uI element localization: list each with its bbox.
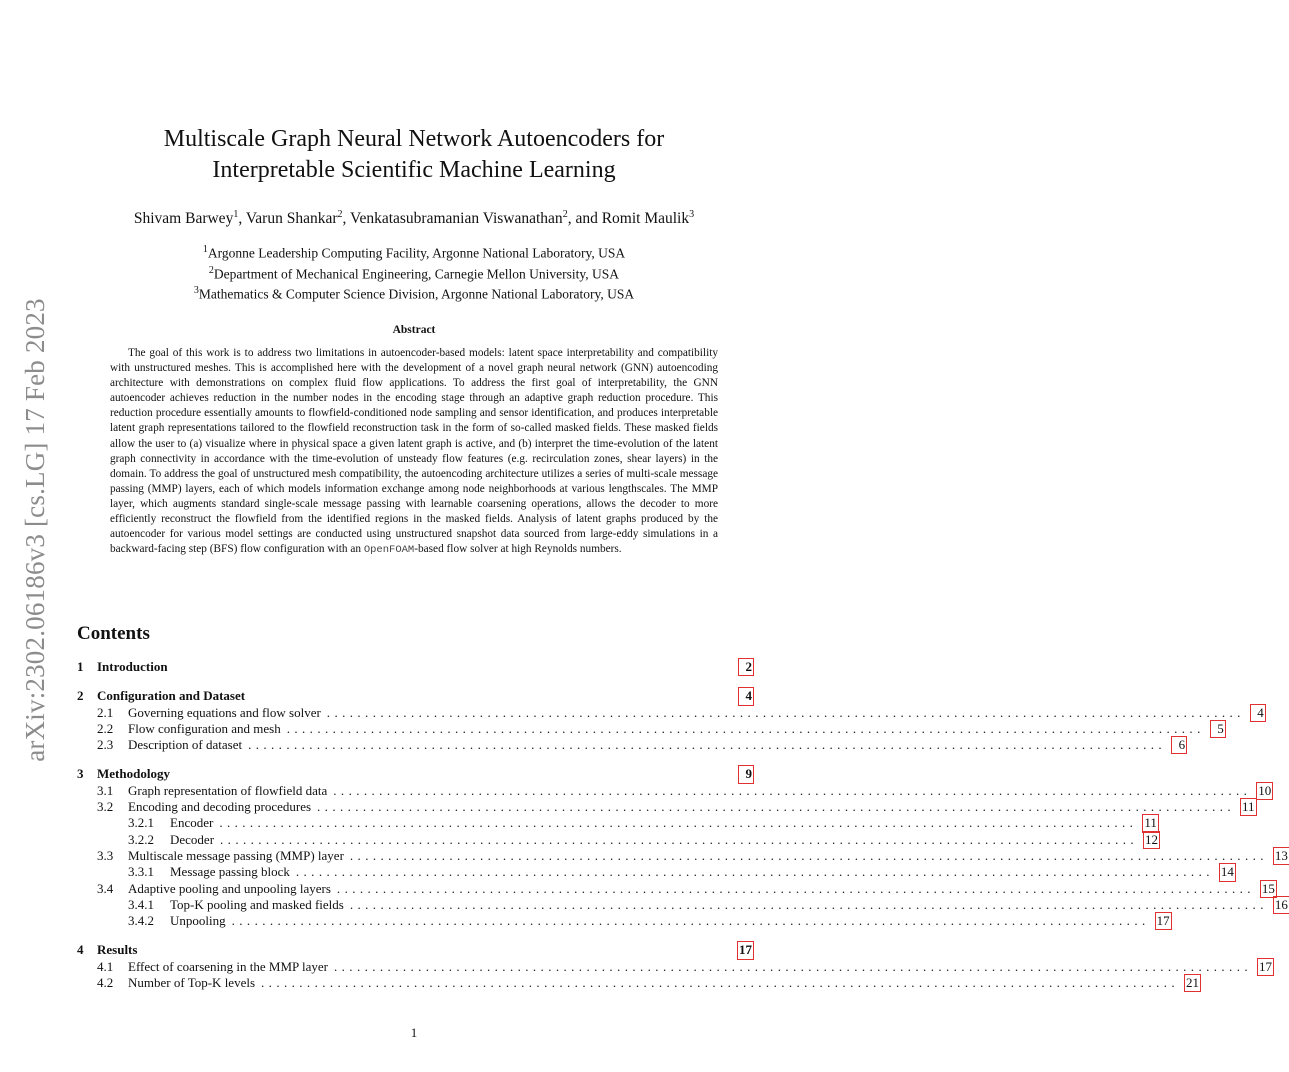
- toc-entry-label[interactable]: Top-K pooling and masked fields: [170, 896, 344, 912]
- affiliation: [80, 241, 748, 262]
- toc-leader-dots: ........................................................................................................................: [326, 704, 1245, 720]
- toc-entry[interactable]: [77, 913, 1170, 929]
- toc-page-link[interactable]: 15: [1261, 880, 1275, 896]
- affiliation-mark: 1: [202, 244, 208, 255]
- table-of-contents: [77, 659, 1288, 991]
- toc-leader-dots: ........................................................................................................................: [220, 831, 1139, 847]
- toc-entry-number: 1: [77, 659, 84, 674]
- abstract-code-term: OpenFOAM: [363, 544, 415, 557]
- paper-title: [80, 124, 748, 186]
- author: Romit Maulik: [601, 210, 690, 228]
- toc-entry[interactable]: [77, 799, 1255, 815]
- toc-entry-number: 3.3: [97, 847, 114, 863]
- toc-entry[interactable]: [77, 659, 753, 675]
- page-number: 1: [410, 1025, 418, 1040]
- toc-page-link[interactable]: 13: [1274, 847, 1288, 863]
- title-line-1: Multiscale Graph Neural Network Autoencoders for: [163, 126, 665, 152]
- toc-entry-label[interactable]: Unpooling: [170, 913, 226, 929]
- toc-entry-number: 3.2.1: [128, 815, 154, 831]
- toc-entry-label[interactable]: Adaptive pooling and unpooling layers: [128, 880, 331, 896]
- toc-page-link[interactable]: 4: [739, 688, 753, 704]
- toc-entry-number: 4.2: [97, 975, 114, 991]
- toc-page-link[interactable]: 16: [1274, 896, 1288, 912]
- toc-page-link[interactable]: 10: [1258, 782, 1272, 798]
- toc-entry-label[interactable]: Graph representation of flowfield data: [128, 782, 328, 798]
- toc-entry-label[interactable]: Methodology: [97, 766, 170, 782]
- toc-page-link[interactable]: 12: [1145, 831, 1159, 847]
- toc-entry-number: 2.1: [97, 704, 114, 720]
- toc-entry-label[interactable]: Effect of coarsening in the MMP layer: [128, 958, 328, 974]
- toc-page-link[interactable]: 17: [739, 942, 752, 958]
- toc-entry-label[interactable]: Encoder: [170, 815, 214, 831]
- author-affiliation-mark: 3: [689, 209, 695, 220]
- affiliation: [80, 262, 748, 283]
- toc-leader-dots: ........................................................................................................................: [317, 799, 1236, 815]
- author-affiliation-mark: 2: [337, 209, 343, 220]
- toc-entry-number: 3.4.2: [128, 913, 154, 929]
- abstract-body: [110, 346, 718, 558]
- toc-entry[interactable]: [77, 942, 753, 958]
- affiliation-text: Department of Mechanical Engineering, Carnegie Mellon University, USA: [213, 266, 620, 281]
- arxiv-identifier: arXiv:2302.06186v3 [cs.LG] 17 Feb 2023: [20, 298, 50, 762]
- toc-entry-number: 2.2: [97, 720, 114, 736]
- toc-page-link[interactable]: 11: [1144, 815, 1157, 831]
- toc-entry-label[interactable]: Description of dataset: [128, 737, 243, 753]
- toc-leader-dots: ........................................................................................................................: [334, 958, 1252, 974]
- toc-entry[interactable]: [77, 737, 1186, 753]
- author: Shivam Barwey: [133, 210, 234, 228]
- toc-entry[interactable]: [77, 975, 1200, 991]
- toc-entry-number: 3.3.1: [128, 864, 154, 880]
- contents-heading: Contents: [77, 623, 150, 644]
- abstract-heading: Abstract: [392, 324, 436, 336]
- abstract-text: The goal of this work is to address two limitations in autoencoder-based models: latent space interpretability and compatibility with unstructured meshes. This is accomplished here with the development of a novel graph neural network (GNN) autoencoding architecture with demonstrations on complex fluid flow applications. To address the first goal of interpretability, the GNN autoencoder achieves reduction in the number nodes in the encoding stage through an adaptive graph reduction procedure. This reduction procedure essentially amounts to flowfield-conditioned node sampling and sensor identification, and produces interpretable latent graph representations tailored to the flowfield reconstruction task in the form of so-called masked fields. These masked fields allow the user to (a) visualize where in physical space a given latent graph is active, and (b) interpret the time-evolution of the latent graph connectivity in accordance with the time-evolution of unsteady flow features (e.g. recirculation zones, shear layers) in the domain. To address the goal of unstructured mesh compatibility, the autoencoding architecture utilizes a series of multi-scale message passing (MMP) layers, each of which models information exchange among node neighborhoods at various lengthscales. The MMP layer, which augments standard single-scale message passing with learnable coarsening operations, allows the decoder to more efficiently reconstruct the flowfield from the identified regions in the masked fields. Analysis of latent graphs produced by the autoencoder for various model settings are conducted using unstructured snapshot data sourced from large-eddy simulations in a backward-facing step (BFS) flow configuration with an: [110, 347, 718, 556]
- toc-entry-number: 3.2: [97, 799, 114, 815]
- toc-page-link[interactable]: 2: [739, 659, 753, 675]
- toc-page-link[interactable]: 4: [1251, 705, 1265, 721]
- toc-entry-number: 3.2.2: [128, 831, 154, 847]
- toc-entry[interactable]: [77, 704, 1264, 721]
- affiliation-mark: 3: [193, 285, 199, 296]
- toc-entry[interactable]: [77, 896, 1288, 913]
- toc-leader-dots: ........................................................................................................................: [231, 913, 1150, 929]
- toc-entry-label[interactable]: Message passing block: [170, 864, 290, 880]
- toc-entry-number: 3.1: [97, 782, 114, 798]
- toc-entry-number: 3: [77, 766, 84, 782]
- author-affiliation-mark: 1: [233, 209, 239, 220]
- author: Varun Shankar: [245, 210, 338, 228]
- affiliation: [80, 282, 748, 303]
- toc-page-link[interactable]: 5: [1211, 721, 1225, 737]
- toc-entry[interactable]: [77, 766, 753, 782]
- toc-entry[interactable]: [77, 815, 1157, 831]
- toc-leader-dots: ........................................................................................................................: [336, 880, 1255, 896]
- affiliation-list: [80, 241, 748, 303]
- toc-entry[interactable]: [77, 782, 1272, 799]
- toc-entry[interactable]: [77, 864, 1234, 880]
- toc-entry-label[interactable]: Encoding and decoding procedures: [128, 799, 312, 815]
- toc-entry-label[interactable]: Results: [97, 942, 138, 958]
- toc-entry-label[interactable]: Multiscale message passing (MMP) layer: [128, 847, 344, 863]
- toc-page-link[interactable]: 14: [1220, 864, 1234, 880]
- toc-entry[interactable]: [77, 831, 1159, 848]
- toc-entry-label[interactable]: Governing equations and flow solver: [128, 704, 321, 720]
- toc-leader-dots: ........................................................................................................................: [333, 782, 1252, 798]
- toc-entry-label[interactable]: Flow configuration and mesh: [128, 720, 281, 736]
- toc-entry-label[interactable]: Introduction: [97, 659, 168, 674]
- toc-entry-label[interactable]: Decoder: [170, 831, 215, 847]
- toc-page-link[interactable]: 6: [1172, 737, 1186, 753]
- toc-page-link[interactable]: 17: [1259, 958, 1272, 974]
- affiliation-text: Mathematics & Computer Science Division, Argonne National Laboratory, USA: [198, 286, 635, 302]
- toc-entry-label[interactable]: Configuration and Dataset: [97, 688, 246, 704]
- toc-entry-number: 4: [77, 942, 84, 958]
- toc-leader-dots: ........................................................................................................................: [219, 815, 1138, 831]
- toc-page-link[interactable]: 9: [739, 766, 753, 782]
- toc-leader-dots: ........................................................................................................................: [349, 896, 1268, 912]
- toc-page-link[interactable]: 11: [1242, 799, 1255, 815]
- toc-leader-dots: ........................................................................................................................: [248, 737, 1167, 753]
- affiliation-mark: 2: [208, 264, 214, 276]
- toc-entry[interactable]: [77, 720, 1224, 737]
- affiliation-text: Argonne Leadership Computing Facility, Argonne National Laboratory, USA: [207, 245, 626, 261]
- toc-entry-number: 3.4: [97, 880, 114, 896]
- toc-leader-dots: ........................................................................................................................: [286, 720, 1205, 736]
- toc-leader-dots: ........................................................................................................................: [295, 864, 1214, 880]
- title-line-2: Interpretable Scientific Machine Learning: [212, 157, 616, 183]
- toc-entry-number: 2: [77, 688, 84, 704]
- toc-leader-dots: ........................................................................................................................: [261, 975, 1180, 991]
- toc-entry-number: 2.3: [97, 737, 114, 753]
- toc-page-link[interactable]: 21: [1186, 975, 1200, 991]
- abstract-text-end: -based flow solver at high Reynolds numbers.: [414, 543, 622, 556]
- toc-entry[interactable]: [77, 847, 1288, 864]
- toc-entry-label[interactable]: Number of Top-K levels: [128, 975, 256, 991]
- toc-leader-dots: ........................................................................................................................: [349, 847, 1268, 863]
- author-list: Shivam Barwey$^1$, Varun Shankar$^2$, Venkatasubramanian Viswanathan$^2$, and Romit Maulik$^3$: [133, 209, 695, 228]
- toc-entry-number: 3.4.1: [128, 896, 154, 912]
- toc-entry[interactable]: [77, 958, 1272, 975]
- author: Venkatasubramanian Viswanathan: [349, 210, 563, 228]
- toc-entry-number: 4.1: [97, 958, 114, 974]
- toc-page-link[interactable]: 17: [1156, 913, 1170, 929]
- toc-entry[interactable]: [77, 688, 753, 704]
- toc-entry[interactable]: [77, 880, 1275, 897]
- author-affiliation-mark: 2: [562, 209, 568, 220]
